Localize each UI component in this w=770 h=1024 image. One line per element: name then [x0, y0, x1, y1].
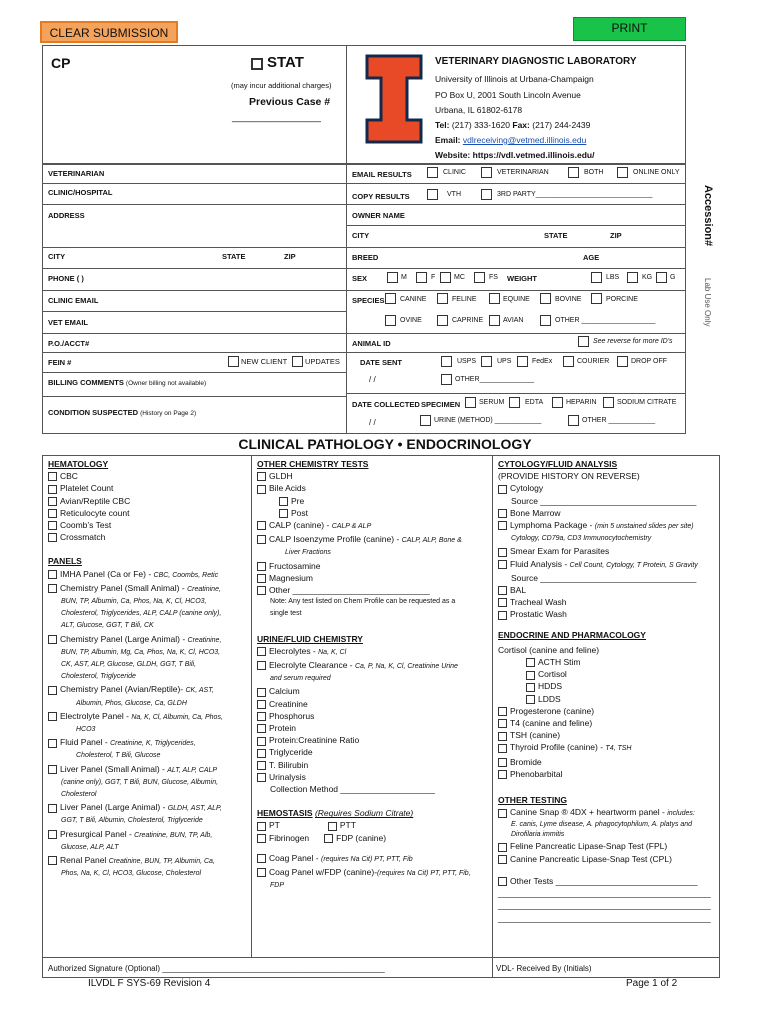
- fedex-label: FedEx: [532, 358, 553, 365]
- avian-checkbox[interactable]: [489, 315, 500, 326]
- tracheal-checkbox[interactable]: [498, 598, 507, 607]
- email-both-label: BOTH: [584, 169, 604, 176]
- fluid-panel-item[interactable]: Fluid Panel - Creatinine, K, Triglycerides,: [48, 736, 248, 750]
- illinois-logo: [365, 54, 423, 144]
- fluid-analysis-checkbox[interactable]: [498, 560, 507, 569]
- chem-note: single test: [270, 610, 302, 618]
- calcium-item[interactable]: Calcium: [257, 685, 489, 697]
- coag-fdp-item[interactable]: Coag Panel w/FDP (canine)-(requires Na Cit) PT, PTT, Fib,: [257, 866, 489, 880]
- other-testing-heading: OTHER TESTING: [498, 795, 567, 806]
- bone-marrow-item[interactable]: Bone Marrow: [498, 507, 718, 519]
- sex-fs-checkbox[interactable]: [474, 272, 485, 283]
- smear-checkbox[interactable]: [498, 548, 507, 557]
- specimen-other-field[interactable]: OTHER ____________: [582, 417, 656, 424]
- fein-field[interactable]: FEIN #: [48, 358, 72, 367]
- veterinarian-field[interactable]: VETERINARIAN: [48, 169, 105, 178]
- fluid-panel-checkbox[interactable]: [48, 739, 57, 748]
- urine-elec-cl-desc: and serum required: [270, 675, 331, 683]
- chem-small-desc: ALT, Glucose, GGT, T Bili, CK: [61, 622, 154, 630]
- col-hematology-panels: [48, 458, 248, 881]
- avian-label: AVIAN: [503, 317, 524, 324]
- sex-f-checkbox[interactable]: [416, 272, 427, 283]
- clinic-email-field[interactable]: CLINIC EMAIL: [48, 296, 99, 305]
- electrolyte-item[interactable]: Electrolyte Panel - Na, K, Cl, Albumin, Ca, Phos,: [48, 710, 248, 724]
- chem-small-desc: BUN, TP, Albumin, Ca, Phos, Na, K, Cl, HCO3,: [61, 598, 207, 606]
- urinalysis-item[interactable]: Urinalysis: [257, 771, 489, 783]
- cortisol-heading: Cortisol (canine and feline): [498, 644, 600, 655]
- panels-heading: PANELS: [48, 556, 82, 567]
- chem-small-checkbox[interactable]: [48, 584, 57, 593]
- calp-iso-desc: Liver Fractions: [285, 549, 331, 557]
- cortisol-checkbox[interactable]: [526, 671, 535, 680]
- retic-checkbox[interactable]: [48, 509, 57, 518]
- chem-avian-desc: Albumin, Phos, Glucose, Ca, GLDH: [76, 699, 187, 707]
- prostatic-item[interactable]: Prostatic Wash: [498, 608, 718, 620]
- protein-checkbox[interactable]: [257, 724, 266, 733]
- fpl-checkbox[interactable]: [498, 843, 507, 852]
- lab-use-label: Lab Use Only: [703, 278, 712, 327]
- snap-desc: E. canis, Lyme disease, A. phagocytophilum, A. platys and: [511, 821, 693, 829]
- copy-vth-label: VTH: [447, 191, 461, 198]
- species-other-field[interactable]: OTHER ___________________: [555, 317, 656, 324]
- see-reverse-label: See reverse for more ID's: [593, 338, 673, 345]
- new-client-checkbox[interactable]: [228, 356, 239, 367]
- bovine-label: BOVINE: [555, 296, 582, 303]
- sex-mc-checkbox[interactable]: [440, 272, 451, 283]
- calp-item[interactable]: CALP (canine) - CALP & ALP: [257, 519, 489, 533]
- equine-checkbox[interactable]: [489, 293, 500, 304]
- stat-note: (may incur additional charges): [231, 81, 332, 90]
- lab-phone-line: Tel: (217) 333-1620 Fax: (217) 244-2439: [435, 120, 591, 130]
- courier-label: COURIER: [577, 358, 610, 365]
- lymphoma-checkbox[interactable]: [498, 521, 507, 530]
- clear-submission-button[interactable]: CLEAR SUBMISSION: [40, 21, 178, 43]
- email-veterinarian-checkbox[interactable]: [481, 167, 492, 178]
- updates-checkbox[interactable]: [292, 356, 303, 367]
- calp-iso-checkbox[interactable]: [257, 535, 266, 544]
- chem-small-item[interactable]: Chemistry Panel (Small Animal) - Creatinine,: [48, 582, 248, 596]
- magnesium-item[interactable]: Magnesium: [257, 572, 489, 584]
- coombs-item[interactable]: Coomb’s Test: [48, 519, 248, 531]
- gldh-item[interactable]: GLDH: [257, 470, 489, 482]
- other-tests-line[interactable]: _____________________________________________: [498, 888, 711, 899]
- main-title: CLINICAL PATHOLOGY • ENDOCRINOLOGY: [238, 436, 532, 452]
- animal-id-field[interactable]: ANIMAL ID: [352, 339, 391, 348]
- header-box: [42, 45, 686, 164]
- weight-kg-checkbox[interactable]: [627, 272, 638, 283]
- previous-case-field[interactable]: ________________: [232, 112, 321, 123]
- cytology-checkbox[interactable]: [498, 485, 507, 494]
- crossmatch-checkbox[interactable]: [48, 533, 57, 542]
- ldds-item[interactable]: LDDS: [498, 693, 718, 705]
- edta-checkbox[interactable]: [509, 397, 520, 408]
- form-id: ILVDL F SYS-69 Revision 4: [88, 978, 211, 989]
- retic-item[interactable]: Reticulocyte count: [48, 507, 248, 519]
- cbc-checkbox[interactable]: [48, 472, 57, 481]
- presurgical-item[interactable]: Presurgical Panel - Creatinine, BUN, TP, Alb,: [48, 828, 248, 842]
- phenobarbital-checkbox[interactable]: [498, 770, 507, 779]
- vet-email-field[interactable]: VET EMAIL: [48, 318, 89, 327]
- gldh-checkbox[interactable]: [257, 472, 266, 481]
- see-reverse-checkbox[interactable]: [578, 336, 589, 347]
- email-clinic-label: CLINIC: [443, 169, 466, 176]
- specimen-other-checkbox[interactable]: [568, 415, 579, 426]
- canine-label: CANINE: [400, 296, 427, 303]
- clinic-hospital-field[interactable]: CLINIC/HOSPITAL: [48, 188, 113, 197]
- bromide-item[interactable]: Bromide: [498, 756, 718, 768]
- caprine-label: CAPRINE: [452, 317, 484, 324]
- weight-field[interactable]: WEIGHT: [507, 274, 537, 283]
- chem-large-checkbox[interactable]: [48, 635, 57, 644]
- urine-elec-checkbox[interactable]: [257, 647, 266, 656]
- prostatic-checkbox[interactable]: [498, 611, 507, 620]
- renal-item[interactable]: Renal Panel Creatinine, BUN, TP, Albumin, Ca,: [48, 854, 248, 868]
- fructosamine-item[interactable]: Fructosamine: [257, 560, 489, 572]
- fluid-source-field[interactable]: Source _________________________________: [511, 572, 697, 583]
- cytology-heading: CYTOLOGY/FLUID ANALYSIS: [498, 459, 618, 469]
- hemostasis-heading: HEMOSTASIS (Requires Sodium Citrate): [257, 808, 414, 819]
- tracheal-item[interactable]: Tracheal Wash: [498, 596, 718, 608]
- lab-po-box: PO Box U, 2001 South Lincoln Avenue: [435, 90, 581, 100]
- t4-item[interactable]: T4 (canine and feline): [498, 717, 718, 729]
- liver-small-item[interactable]: Liver Panel (Small Animal) - ALT, ALP, CALP: [48, 763, 248, 777]
- stat-label: STAT: [267, 54, 304, 71]
- coag-fdp-desc: FDP: [270, 882, 284, 890]
- bal-checkbox[interactable]: [498, 586, 507, 595]
- lbs-label: LBS: [606, 274, 620, 281]
- ups-label: UPS: [497, 358, 512, 365]
- progesterone-checkbox[interactable]: [498, 707, 507, 716]
- bromide-checkbox[interactable]: [498, 758, 507, 767]
- electrolyte-desc: HCO3: [76, 726, 96, 734]
- porcine-checkbox[interactable]: [591, 293, 602, 304]
- canine-checkbox[interactable]: [385, 293, 396, 304]
- pt-checkbox[interactable]: [257, 822, 266, 831]
- presurgical-desc: Glucose, ALP, ALT: [61, 843, 119, 851]
- col-cytology-endocrine: [498, 458, 718, 924]
- print-button[interactable]: PRINT: [573, 17, 686, 41]
- avian-cbc-item[interactable]: Avian/Reptile CBC: [48, 495, 248, 507]
- received-by-field[interactable]: VDL- Received By (Initials): [496, 964, 592, 973]
- copy-results-label: COPY RESULTS: [352, 192, 410, 201]
- date-collected-label: DATE COLLECTED: [352, 400, 420, 409]
- tbili-checkbox[interactable]: [257, 761, 266, 770]
- online-only-label: ONLINE ONLY: [633, 169, 680, 176]
- phosphorus-checkbox[interactable]: [257, 712, 266, 721]
- chem-other-item[interactable]: Other _____________________________: [257, 584, 489, 596]
- stat-checkbox[interactable]: [251, 58, 263, 70]
- urine-elec-cl-item[interactable]: Elecrolyte Clearance - Ca, P, Na, K, Cl, Creatinine Urine: [257, 659, 489, 673]
- equine-label: EQUINE: [503, 296, 530, 303]
- other-tests-checkbox[interactable]: [498, 877, 507, 886]
- triglyceride-checkbox[interactable]: [257, 749, 266, 758]
- col-chemistry: [257, 458, 489, 893]
- liver-large-item[interactable]: Liver Panel (Large Animal) - GLDH, AST, ALP,: [48, 801, 248, 815]
- fructosamine-checkbox[interactable]: [257, 562, 266, 571]
- serum-label: SERUM: [479, 399, 505, 406]
- cp-label: CP: [51, 55, 71, 71]
- provide-history-note: (PROVIDE HISTORY ON REVERSE): [498, 471, 640, 482]
- weight-g-checkbox[interactable]: [656, 272, 667, 283]
- date-collected-field[interactable]: / /: [369, 418, 376, 427]
- tsh-item[interactable]: TSH (canine): [498, 729, 718, 741]
- dropoff-label: DROP OFF: [631, 358, 668, 365]
- lab-city: Urbana, IL 61802-6178: [435, 105, 523, 115]
- thyroid-item[interactable]: Thyroid Profile (canine) - T4, TSH: [498, 741, 718, 755]
- state-field[interactable]: STATE: [222, 252, 246, 261]
- chem-other-checkbox[interactable]: [257, 586, 266, 595]
- calcium-checkbox[interactable]: [257, 688, 266, 697]
- sex-f-label: F: [431, 274, 436, 281]
- copy-third-party-checkbox[interactable]: [481, 189, 492, 200]
- pt-ptt-row: PT PTT: [257, 819, 489, 831]
- date-sent-label: DATE SENT: [360, 358, 402, 367]
- urine-elec-cl-checkbox[interactable]: [257, 661, 266, 670]
- accession-side: [694, 185, 716, 275]
- chem-large-desc: CK, AST, ALP, Glucose, GLDH, GGT, T Bili,: [61, 661, 196, 669]
- sex-mc-label: MC: [454, 274, 465, 281]
- feline-label: FELINE: [452, 296, 477, 303]
- coag-fdp-checkbox[interactable]: [257, 868, 266, 877]
- sex-fs-label: FS: [489, 274, 498, 281]
- bovine-checkbox[interactable]: [540, 293, 551, 304]
- lab-use-side: [698, 278, 714, 338]
- creatinine-checkbox[interactable]: [257, 700, 266, 709]
- porcine-label: PORCINE: [606, 296, 638, 303]
- cortisol-item[interactable]: Cortisol: [498, 668, 718, 680]
- sodium-citrate-checkbox[interactable]: [603, 397, 614, 408]
- signature-field[interactable]: Authorized Signature (Optional) __________________________________________________: [48, 964, 385, 973]
- acth-checkbox[interactable]: [526, 658, 535, 667]
- sodium-citrate-label: SODIUM CITRATE: [617, 399, 677, 406]
- po-acct-field[interactable]: P.O./ACCT#: [48, 339, 90, 348]
- bile-post-item[interactable]: Post: [257, 507, 489, 519]
- cbc-item[interactable]: CBC: [48, 470, 248, 482]
- lymphoma-desc: Cytology, CD79a, CD3 Immunocytochemistry: [511, 535, 652, 543]
- fedex-checkbox[interactable]: [517, 356, 528, 367]
- bile-post-checkbox[interactable]: [279, 509, 288, 518]
- fibrinogen-checkbox[interactable]: [257, 834, 266, 843]
- cytology-source-field[interactable]: Source _________________________________: [511, 495, 697, 506]
- lab-university: University of Illinois at Urbana-Champaign: [435, 74, 594, 84]
- weight-lbs-checkbox[interactable]: [591, 272, 602, 283]
- cpl-item[interactable]: Canine Pancreatic Lipase-Snap Test (CPL): [498, 853, 718, 865]
- hematology-heading: HEMATOLOGY: [48, 459, 109, 469]
- snap-item[interactable]: Canine Snap ® 4DX + heartworm panel - includes:: [498, 806, 718, 820]
- owner-city-field[interactable]: CITY: [352, 231, 370, 240]
- snap-desc: Dirofilaria immitis: [511, 831, 565, 839]
- email-both-checkbox[interactable]: [568, 167, 579, 178]
- collection-method-field[interactable]: Collection Method ____________________: [270, 784, 435, 795]
- owner-name-field[interactable]: OWNER NAME: [352, 211, 405, 220]
- caprine-checkbox[interactable]: [437, 315, 448, 326]
- third-party-field[interactable]: 3RD PARTY______________________________: [497, 191, 653, 198]
- online-only-checkbox[interactable]: [617, 167, 628, 178]
- chem-note: Note: Any test listed on Chem Profile can be requested as a: [270, 598, 456, 606]
- lymphoma-item[interactable]: Lymphoma Package - (min 5 unstained slides per site): [498, 519, 718, 533]
- fluid-panel-desc: Cholesterol, T Bili, Glucose: [76, 752, 161, 760]
- bile-pre-checkbox[interactable]: [279, 497, 288, 506]
- triglyceride-item[interactable]: Triglyceride: [257, 746, 489, 758]
- thyroid-checkbox[interactable]: [498, 744, 507, 753]
- sex-m-label: M: [401, 274, 407, 281]
- billing-comments-field[interactable]: BILLING COMMENTS (Owner billing not available): [48, 378, 207, 387]
- bal-item[interactable]: BAL: [498, 584, 718, 596]
- ptt-checkbox[interactable]: [328, 822, 337, 831]
- accession-label: Accession#: [702, 185, 714, 247]
- urinalysis-checkbox[interactable]: [257, 773, 266, 782]
- chem-avian-item[interactable]: Chemistry Panel (Avian/Reptile)- CK, AST,: [48, 683, 248, 697]
- fibrinogen-fdp-row: Fibrinogen FDP (canine): [257, 832, 489, 844]
- coombs-checkbox[interactable]: [48, 521, 57, 530]
- pc-ratio-item[interactable]: Protein:Creatinine Ratio: [257, 734, 489, 746]
- updates-label: UPDATES: [305, 357, 340, 366]
- hdds-item[interactable]: HDDS: [498, 680, 718, 692]
- owner-zip-field[interactable]: ZIP: [610, 231, 622, 240]
- fpl-item[interactable]: Feline Pancreatic Lipase-Snap Test (FPL): [498, 840, 718, 852]
- new-client-label: NEW CLIENT: [241, 357, 288, 366]
- chem-large-item[interactable]: Chemistry Panel (Large Animal) - Creatinine,: [48, 633, 248, 647]
- address-field[interactable]: ADDRESS: [48, 211, 85, 220]
- phenobarbital-item[interactable]: Phenobarbital: [498, 768, 718, 780]
- renal-desc: Phos, Na, K, Cl, HCO3, Glucose, Cholesterol: [61, 870, 202, 878]
- urine-method-field[interactable]: URINE (METHOD) ____________: [434, 417, 542, 424]
- renal-checkbox[interactable]: [48, 856, 57, 865]
- heparin-label: HEPARIN: [566, 399, 597, 406]
- sex-m-checkbox[interactable]: [387, 272, 398, 283]
- endocrine-heading: ENDOCRINE AND PHARMACOLOGY: [498, 629, 646, 640]
- phone-field[interactable]: PHONE ( ): [48, 274, 84, 283]
- usps-checkbox[interactable]: [441, 356, 452, 367]
- urine-chem-heading: URINE/FLUID CHEMISTRY: [257, 633, 363, 644]
- t4-checkbox[interactable]: [498, 719, 507, 728]
- ups-checkbox[interactable]: [481, 356, 492, 367]
- platelet-checkbox[interactable]: [48, 485, 57, 494]
- tbili-item[interactable]: T. Bilirubin: [257, 759, 489, 771]
- g-label: G: [670, 274, 676, 281]
- page-number: Page 1 of 2: [626, 978, 678, 989]
- shipping-other-checkbox[interactable]: [441, 374, 452, 385]
- imha-checkbox[interactable]: [48, 570, 57, 579]
- coag-item[interactable]: Coag Panel - (requires Na Cit) PT, PTT, Fib: [257, 852, 489, 866]
- email-veterinarian-label: VETERINARIAN: [497, 169, 549, 176]
- ovine-checkbox[interactable]: [385, 315, 396, 326]
- other-tests-line[interactable]: _____________________________________________: [498, 912, 711, 923]
- lab-website: Website: https://vdl.vetmed.illinois.edu/: [435, 150, 595, 160]
- bile-item[interactable]: Bile Acids: [257, 482, 489, 494]
- calp-iso-item[interactable]: CALP Isoenzyme Profile (canine) - CALP, ALP, Bone &: [257, 533, 489, 547]
- age-field[interactable]: AGE: [583, 253, 600, 262]
- previous-case-label: Previous Case #: [249, 96, 331, 108]
- specimen-label: SPECIMEN: [421, 400, 461, 409]
- other-tests-line[interactable]: _____________________________________________: [498, 900, 711, 911]
- chem-small-desc: Cholesterol, Triglycerides, ALP, CALP (canine only),: [61, 610, 222, 618]
- species-label: SPECIES: [352, 296, 385, 305]
- owner-state-field[interactable]: STATE: [544, 231, 568, 240]
- lab-name: VETERINARY DIAGNOSTIC LABORATORY: [435, 56, 637, 67]
- imha-item[interactable]: IMHA Panel (Ca or Fe) - CBC, Coombs, Retic: [48, 568, 248, 582]
- pc-ratio-checkbox[interactable]: [257, 737, 266, 746]
- chem-large-desc: Cholesterol, Triglyceride: [61, 673, 136, 681]
- email-results-label: EMAIL RESULTS: [352, 170, 412, 179]
- kg-label: KG: [642, 274, 653, 281]
- shipping-other-field[interactable]: OTHER______________: [455, 376, 535, 383]
- email-clinic-checkbox[interactable]: [427, 167, 438, 178]
- cytology-item[interactable]: Cytology: [498, 482, 718, 494]
- date-sent-field[interactable]: / /: [369, 375, 376, 384]
- urine-elec-item[interactable]: Elecrolytes - Na, K, Cl: [257, 645, 489, 659]
- bile-checkbox[interactable]: [257, 485, 266, 494]
- other-tests-item[interactable]: Other Tests ______________________________: [498, 875, 718, 887]
- crossmatch-item[interactable]: Crossmatch: [48, 531, 248, 543]
- magnesium-checkbox[interactable]: [257, 574, 266, 583]
- tsh-checkbox[interactable]: [498, 732, 507, 741]
- species-other-checkbox[interactable]: [540, 315, 551, 326]
- edta-label: EDTA: [525, 399, 544, 406]
- liver-small-desc: Cholesterol: [61, 791, 97, 799]
- presurgical-checkbox[interactable]: [48, 830, 57, 839]
- copy-vth-checkbox[interactable]: [427, 189, 438, 200]
- usps-label: USPS: [457, 358, 477, 365]
- progesterone-item[interactable]: Progesterone (canine): [498, 705, 718, 717]
- ldds-checkbox[interactable]: [526, 695, 535, 704]
- calp-checkbox[interactable]: [257, 521, 266, 530]
- zip-field[interactable]: ZIP: [284, 252, 296, 261]
- condition-suspected-field[interactable]: CONDITION SUSPECTED (History on Page 2): [48, 408, 197, 417]
- fdp-checkbox[interactable]: [324, 834, 333, 843]
- fluid-analysis-item[interactable]: Fluid Analysis - Cell Count, Cytology, T Protein, S Gravity: [498, 558, 718, 572]
- electrolyte-checkbox[interactable]: [48, 712, 57, 721]
- heparin-checkbox[interactable]: [552, 397, 563, 408]
- avian-cbc-checkbox[interactable]: [48, 497, 57, 506]
- bile-pre-item[interactable]: Pre: [257, 495, 489, 507]
- smear-item[interactable]: Smear Exam for Parasites: [498, 545, 718, 557]
- hdds-checkbox[interactable]: [526, 683, 535, 692]
- liver-small-desc: (canine only), GGT, T Bili, BUN, Glucose, Albumin,: [61, 778, 219, 786]
- acth-item[interactable]: ACTH Stim: [498, 656, 718, 668]
- dropoff-checkbox[interactable]: [617, 356, 628, 367]
- breed-field[interactable]: BREED: [352, 253, 379, 262]
- sex-label: SEX: [352, 274, 368, 283]
- urine-checkbox[interactable]: [420, 415, 431, 426]
- protein-item[interactable]: Protein: [257, 722, 489, 734]
- city-field[interactable]: CITY: [48, 252, 66, 261]
- liver-small-checkbox[interactable]: [48, 765, 57, 774]
- ovine-label: OVINE: [400, 317, 422, 324]
- liver-large-desc: GGT, T Bili, Albumin, Cholesterol, Triglyceride: [61, 817, 203, 825]
- bone-marrow-checkbox[interactable]: [498, 509, 507, 518]
- courier-checkbox[interactable]: [563, 356, 574, 367]
- chem-large-desc: BUN, TP, Albumin, Mg, Ca, Phos, Na, K, Cl, HCO3,: [61, 648, 221, 656]
- platelet-item[interactable]: Platelet Count: [48, 482, 248, 494]
- snap-checkbox[interactable]: [498, 809, 507, 818]
- liver-large-checkbox[interactable]: [48, 804, 57, 813]
- coag-checkbox[interactable]: [257, 854, 266, 863]
- phosphorus-item[interactable]: Phosphorus: [257, 710, 489, 722]
- feline-checkbox[interactable]: [437, 293, 448, 304]
- lab-email-line: Email: vdlreceiving@vetmed.illinois.edu: [435, 135, 587, 145]
- chem-avian-checkbox[interactable]: [48, 686, 57, 695]
- cpl-checkbox[interactable]: [498, 855, 507, 864]
- creatinine-item[interactable]: Creatinine: [257, 698, 489, 710]
- lab-email-link[interactable]: vdlreceiving@vetmed.illinois.edu: [462, 135, 587, 145]
- serum-checkbox[interactable]: [465, 397, 476, 408]
- other-chem-heading: OTHER CHEMISTRY TESTS: [257, 459, 369, 469]
